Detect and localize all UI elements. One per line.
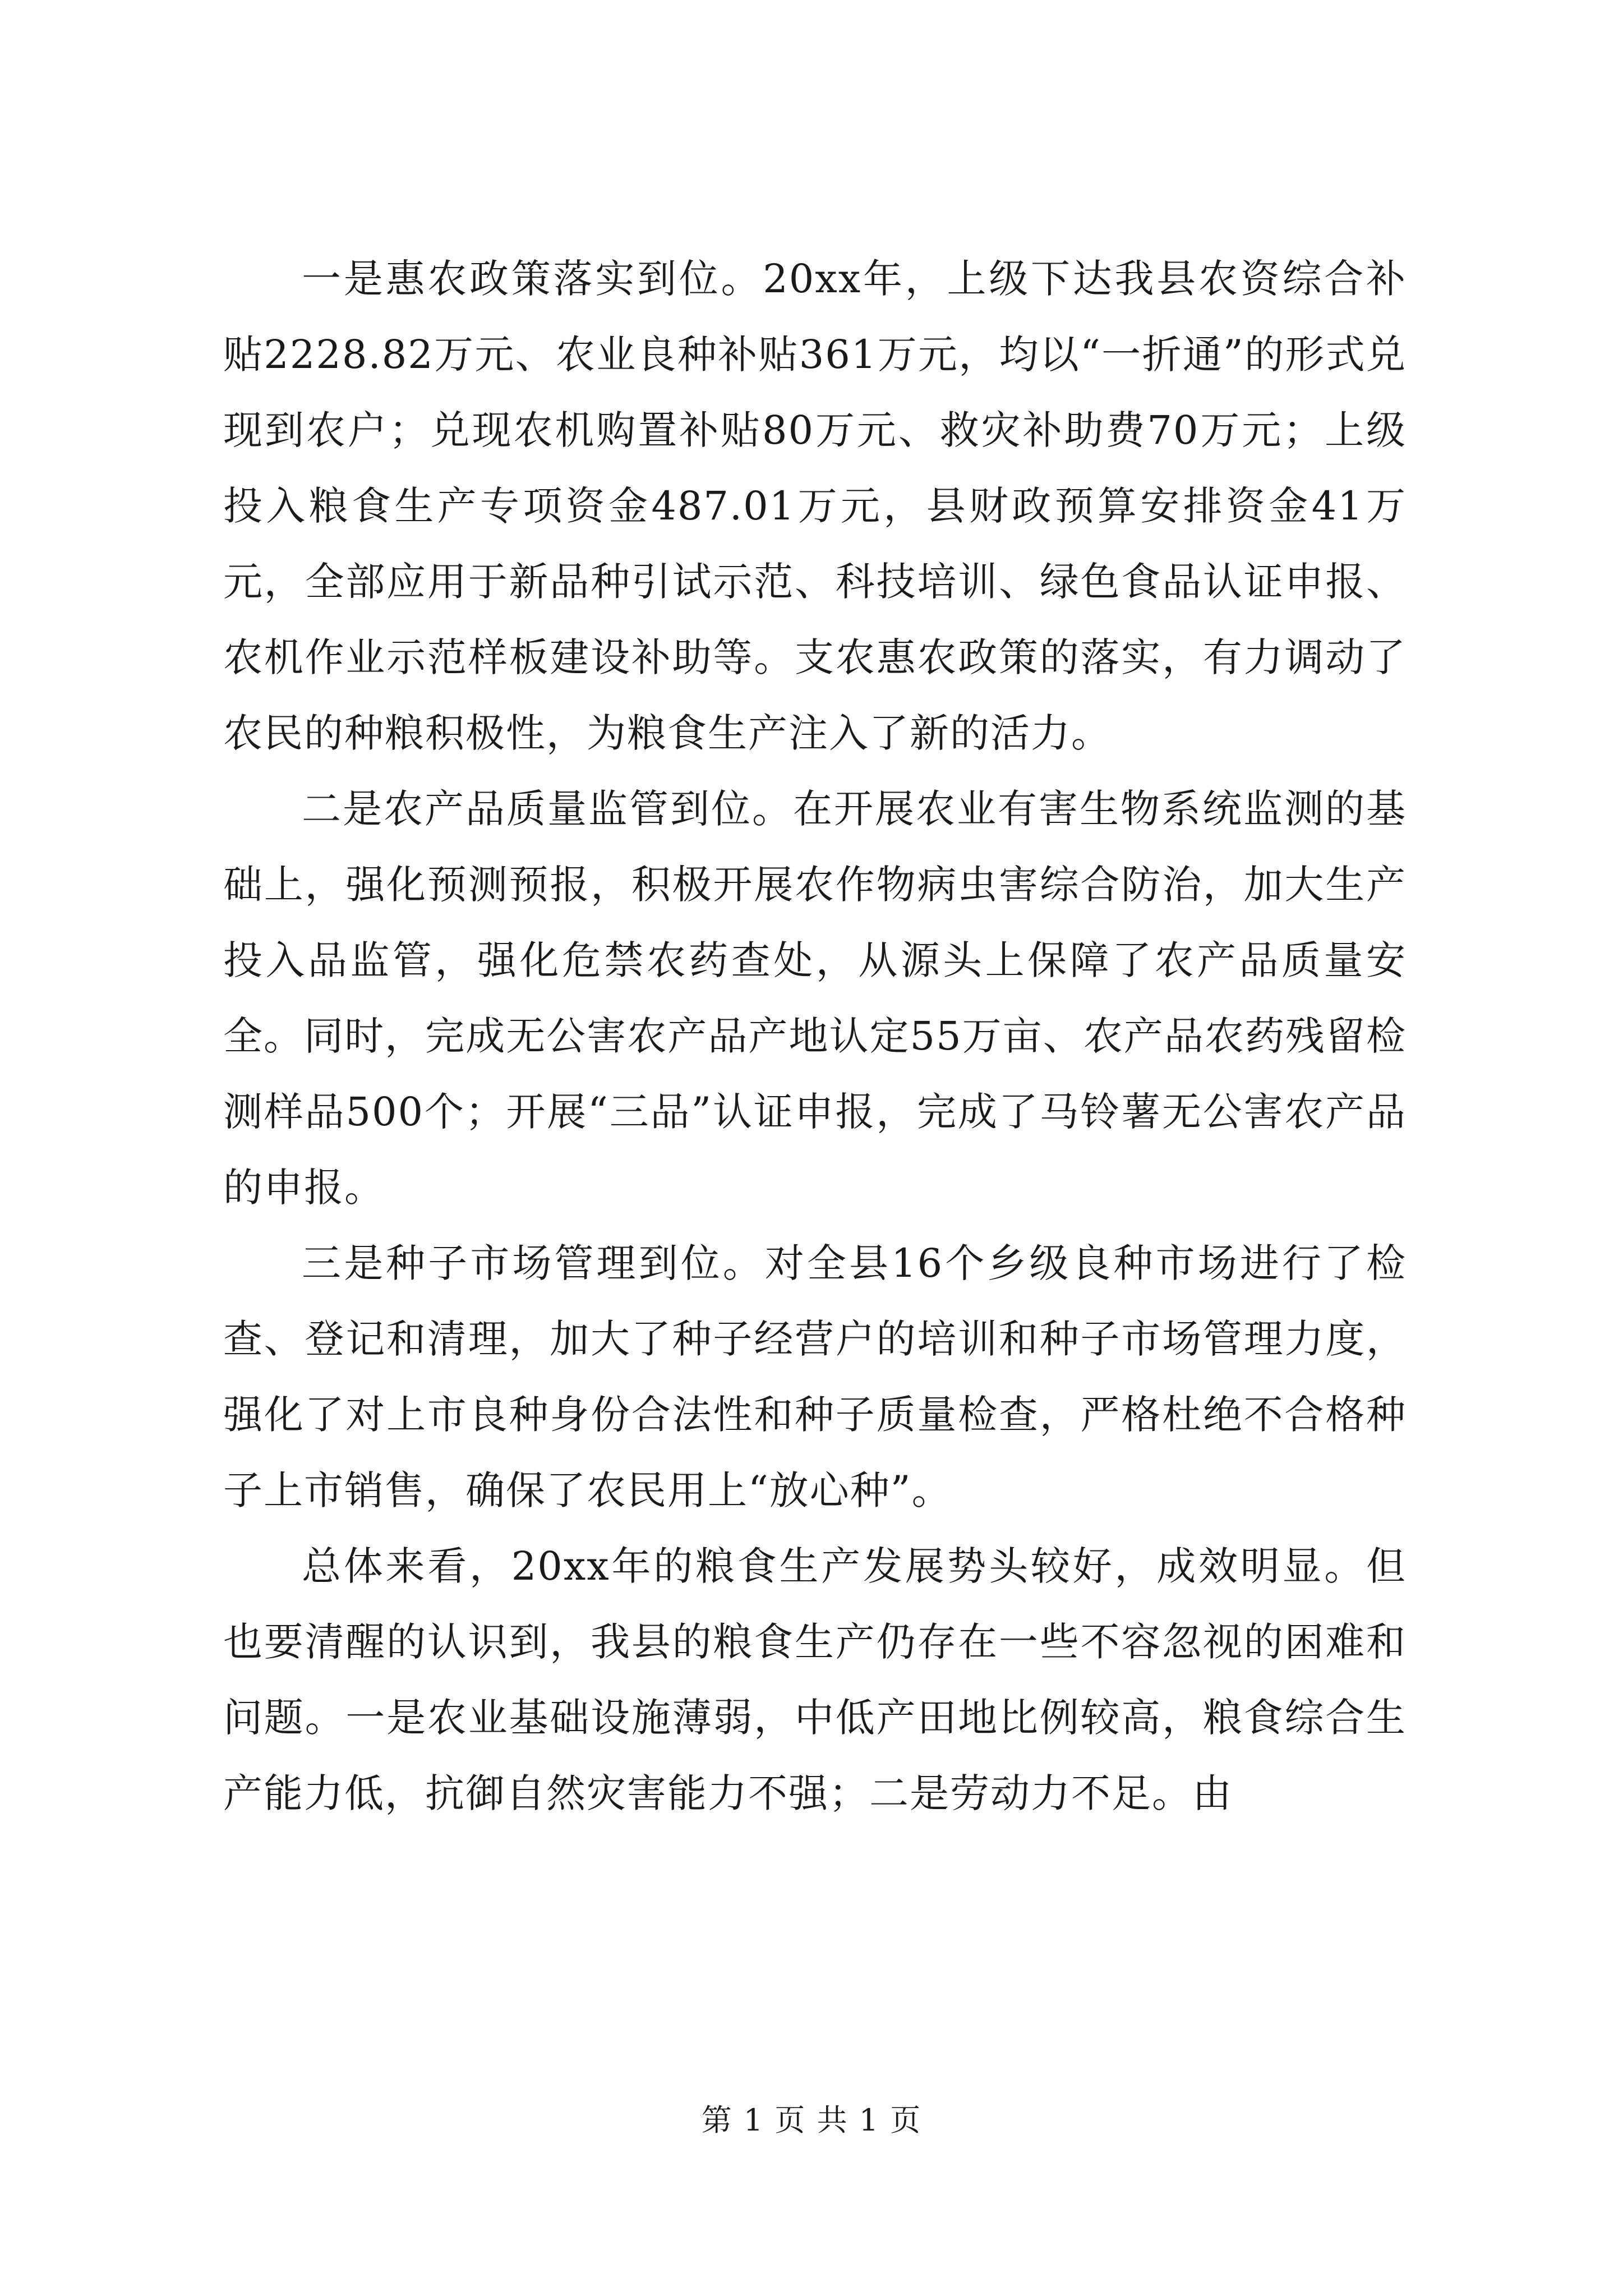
page-footer: 第 1 页 共 1 页 [701,2102,922,2138]
paragraph-seed-market: 三是种子市场管理到位。对全县16个乡级良种市场进行了检查、登记和清理，加大了种子经营户的培训和种子市场管理力度，强化了对上市良种身份合法性和种子质量检查，严格杜绝不合格种子上市销售，确保了农民用上“放心种”。 [223,1240,1407,1513]
document-body [223,241,1407,1832]
paragraph-policy: 一是惠农政策落实到位。20xx年，上级下达我县农资综合补贴2228.82万元、农业良种补贴361万元，均以“一折通”的形式兑现到农户；兑现农机购置补贴80万元、救灾补助费70万元；上级投入粮食生产专项资金487.01万元，县财政预算安排资金41万元，全部应用于新品种引试示范、科技培训、绿色食品认证申报、农机作业示范样板建设补助等。支农惠农政策的落实，有力调动了农民的种粮积极性，为粮食生产注入了新的活力。 [223,256,1407,756]
paragraph-summary: 总体来看，20xx年的粮食生产发展势头较好，成效明显。但也要清醒的认识到，我县的粮食生产仍存在一些不容忽视的困难和问题。一是农业基础设施薄弱，中低产田地比例较高，粮食综合生产能力低，抗御自然灾害能力不强；二是劳动力不足。由 [223,1543,1407,1816]
paragraph-quality: 二是农产品质量监管到位。在开展农业有害生物系统监测的基础上，强化预测预报，积极开展农作物病虫害综合防治，加大生产投入品监管，强化危禁农药查处，从源头上保障了农产品质量安全。同时，完成无公害农产品产地认定55万亩、农产品农药残留检测样品500个；开展“三品”认证申报，完成了马铃薯无公害农产品的申报。 [223,786,1407,1211]
